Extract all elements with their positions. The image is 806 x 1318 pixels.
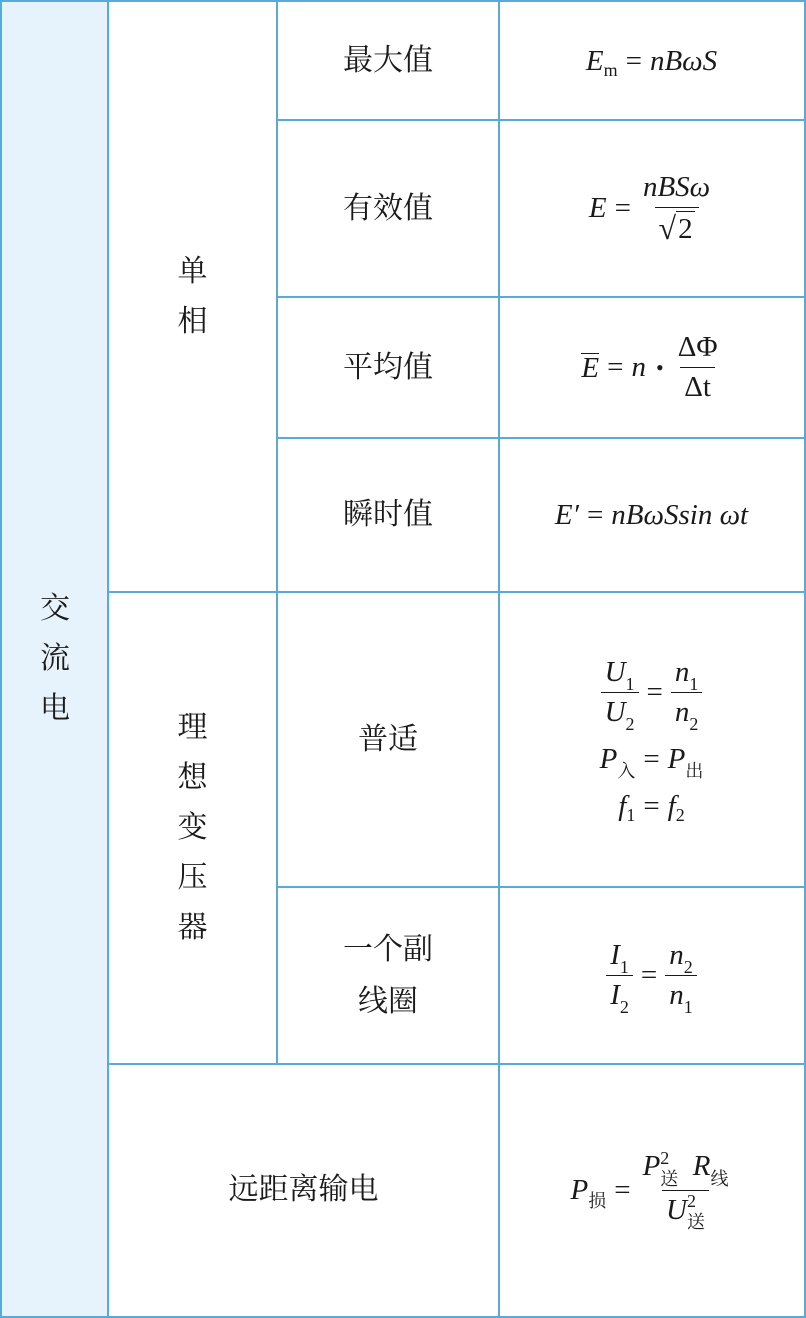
single-phase-cell — [108, 2, 277, 592]
divider-line — [277, 296, 804, 298]
general-label: 普适 — [358, 721, 418, 757]
transmission-loss-formula: P 损 = P 2 送 $R_线$ U 2 送 — [570, 1147, 729, 1233]
single-phase-label: 单 相 — [177, 254, 208, 339]
instant-value-formula: E′ = nBωSsin ωt — [554, 498, 749, 531]
divider-line — [277, 437, 804, 439]
divider-line — [108, 1063, 804, 1065]
max-value-formula: E m = nBωS — [585, 44, 718, 80]
transmission-label: 远距离输电 — [228, 1172, 379, 1207]
divider-line — [107, 2, 109, 1316]
average-value-label: 平均值 — [343, 349, 433, 385]
transformer-label: 理 想 变 压 器 — [177, 710, 208, 945]
divider-line — [277, 119, 804, 121]
general-formulas — [499, 592, 804, 887]
average-value-formula: E = n • $\frac{\Delta\Phi}{\Delta t}$ — [581, 331, 718, 403]
effective-value-formula: E = nBSω √ 2 — [588, 170, 711, 246]
transformer-cell — [108, 592, 277, 1064]
effective-value-label: 有效值 — [343, 190, 433, 226]
divider-line — [108, 591, 804, 593]
category-cell — [2, 2, 108, 1316]
one-secondary-label: 一个副 线圈 — [343, 931, 433, 1019]
current-ratio-formula: $\frac{I_1}{I_2}$ = $\frac{n_2}{n_1}$ — [499, 887, 804, 1064]
voltage-ratio-formula: $\frac{U_1}{U_2}$ = $\frac{n_1}{n_2}$ — [601, 656, 703, 729]
divider-line — [276, 2, 278, 1064]
max-value-label: 最大值 — [343, 43, 433, 78]
divider-line — [277, 886, 804, 888]
divider-line — [498, 2, 500, 1316]
category-label: 交 流 电 — [40, 591, 70, 726]
instant-value-label: 瞬时值 — [343, 497, 433, 532]
power-formula: P 入 = P 出 — [599, 743, 704, 782]
frequency-formula: f 1 = f 2 — [618, 790, 685, 825]
